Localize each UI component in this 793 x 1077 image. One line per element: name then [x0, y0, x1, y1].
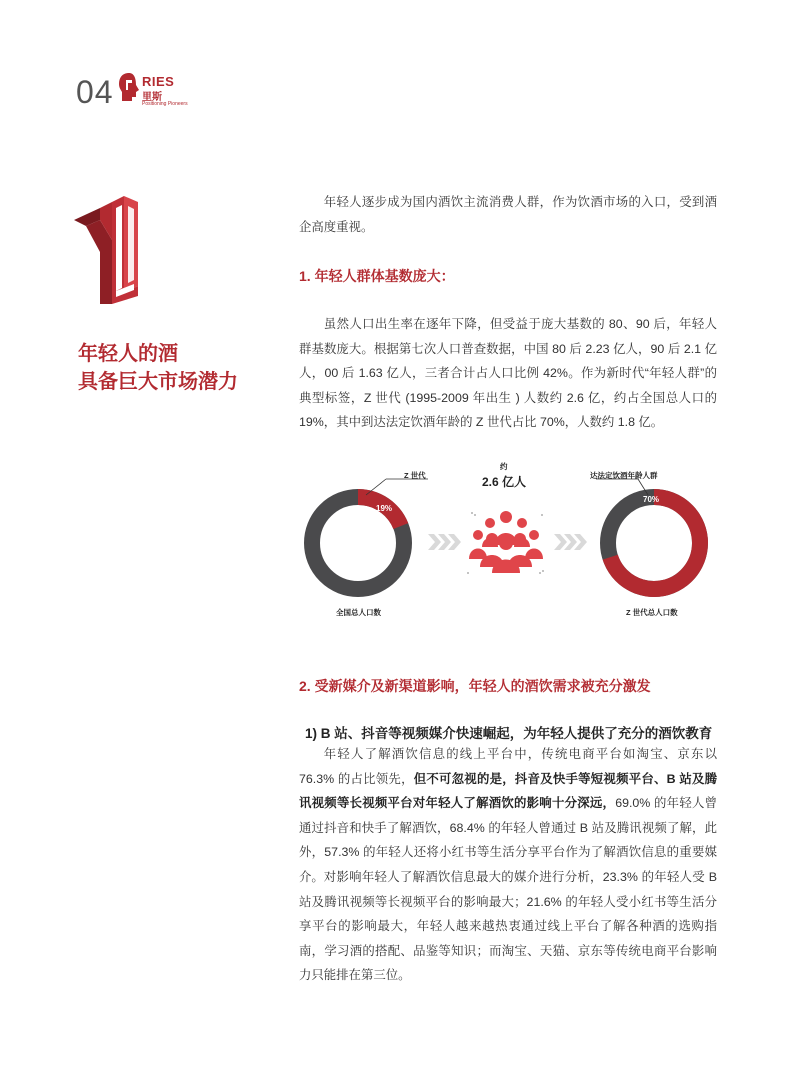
chapter-number-graphic — [72, 196, 144, 308]
chevrons-right-icon — [554, 534, 587, 550]
right-donut-caption: Z 世代总人口数 — [626, 608, 678, 617]
people-group-icon — [467, 511, 544, 574]
section2-heading: 2. 受新媒介及新渠道影响，年轻人的酒饮需求被充分激发 — [299, 678, 651, 694]
logo-word: RIES — [142, 74, 175, 89]
section-side-title — [78, 340, 238, 396]
section2-subheading: 1) B 站、抖音等视频媒介快速崛起，为年轻人提供了充分的酒饮教育 — [305, 726, 713, 741]
side-title-line-2: 具备巨大市场潜力 — [78, 371, 238, 393]
center-value: 2.6 亿人 — [482, 475, 527, 489]
left-donut — [312, 479, 428, 589]
side-title-line-1: 年轻人的酒 — [78, 343, 178, 365]
ries-logo — [118, 72, 198, 108]
left-donut-label: Z 世代 — [404, 471, 426, 480]
p1-start: 年轻人了解酒饮信息的线上平台中，传统电商平台如淘宝、京东以 76.3% 的占比领先， — [299, 747, 717, 786]
section1-paragraph: 虽然人口出生率在逐年下降，但受益于庞大基数的 80、90 后，年轻人群基数庞大。根据第七次人口普查数据，中国 80 后 2.23 亿人，90 后 2.1 亿人，00 后 1.63 亿人，三者合计占人口比例 42%。作为新时代“年轻人群”的典型标签，Z 世代 (1995-2009 年出生 ) 人数约 2.6 亿，约占全国总人口的 19%，其中到达法定饮酒年龄的 Z 世代占比 70%，人数约 1.8 亿。 — [299, 317, 717, 429]
left-donut-caption: 全国总人口数 — [336, 608, 381, 617]
section2-paragraph-2: 对影响年轻人了解酒饮信息最大的媒介进行分析，23.3% 的年轻人受 B 站及腾讯视频等长视频平台的影响最大；21.6% 的年轻人受小红书等生活分享平台的影响最大，年轻人越来越热衷通过线上平台了解各种酒的选购指南，学习酒的搭配、品鉴等知识；而淘宝、天猫、京东等传统电商平台影响力只能排在第三位。 — [299, 870, 717, 982]
logo-cn: 里斯 — [142, 92, 162, 103]
intro-paragraph: 年轻人逐步成为国内酒饮主流消费人群，作为饮酒市场的入口，受到酒企高度重视。 — [299, 195, 717, 234]
left-donut-percent: 19% — [376, 504, 393, 513]
p1-end: 69.0% 的年轻人曾通过抖音和快手了解酒饮，68.4% 的年轻人曾通过 B 站及腾讯视频了解，此外，57.3% 的年轻人还将小红书等生活分享平台作为了解酒饮信息的重要媒介。 — [299, 796, 718, 884]
page-number: 04 — [76, 74, 114, 110]
population-figure — [296, 455, 716, 635]
p1-bold: 但不可忽视的是，抖音及快手等短视频平台、B 站及腾讯视频等长视频平台对年轻人了解酒饮的影响十分深远， — [299, 771, 717, 810]
center-prefix: 约 — [500, 462, 508, 471]
chevrons-left-icon — [428, 534, 461, 550]
logo-head-icon — [118, 72, 140, 102]
section1-heading: 1. 年轻人群体基数庞大： — [299, 268, 455, 284]
right-donut-percent: 70% — [643, 495, 660, 504]
logo-tagline: Positioning Pioneers — [142, 101, 188, 107]
right-donut-label: 达法定饮酒年龄人群 — [590, 471, 658, 480]
